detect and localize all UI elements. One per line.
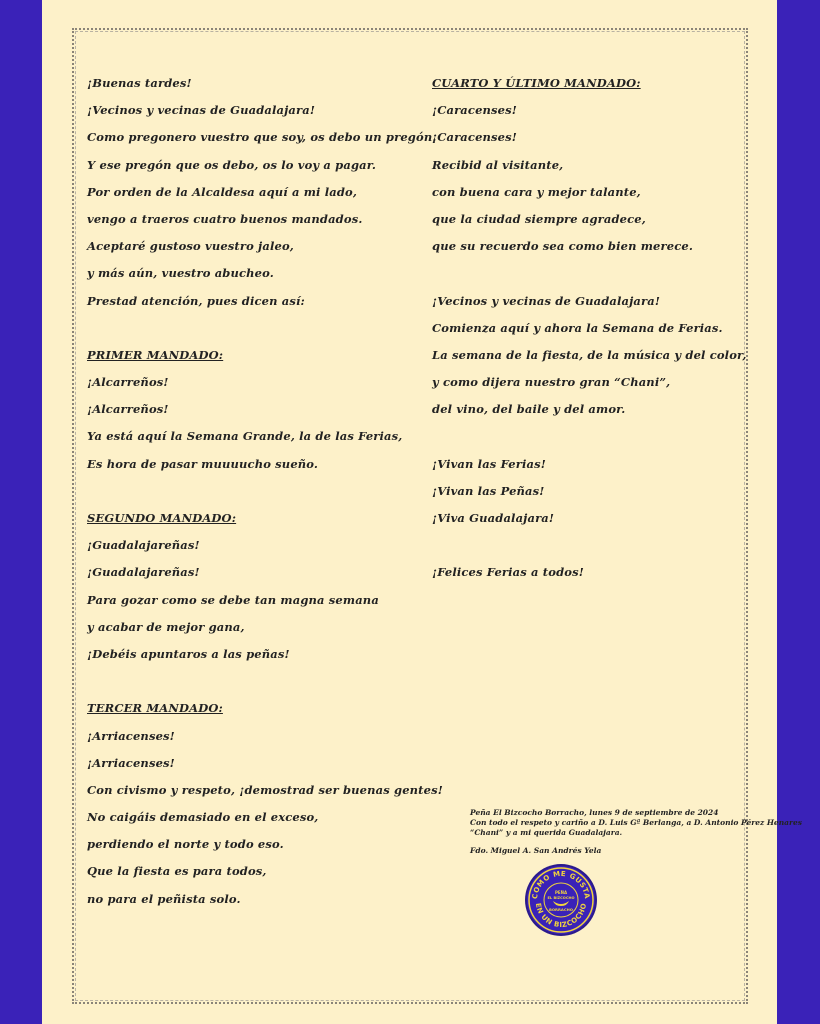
svg-text:COMO ME GUSTA: COMO ME GUSTA	[530, 869, 592, 900]
text-line: ¡Alcarreños!	[87, 402, 169, 417]
text-line: ¡Caracenses!	[432, 130, 517, 145]
left-column	[87, 70, 443, 913]
svg-text:EL BIZCOCHO: EL BIZCOCHO	[547, 896, 575, 900]
section-heading-primer: PRIMER MANDADO:	[87, 347, 224, 362]
text-line: Y ese pregón que os debo, os lo voy a pagar.	[87, 157, 377, 172]
text-line: ¡Guadalajareñas!	[87, 538, 200, 553]
text-line: ¡Caracenses!	[432, 103, 517, 118]
text-line: ¡Vecinos y vecinas de Guadalajara!	[87, 103, 316, 118]
text-line: que su recuerdo sea como bien merece.	[432, 239, 693, 254]
text-line: Ya está aquí la Semana Grande, la de las Ferias,	[87, 429, 403, 444]
text-line: La semana de la fiesta, de la música y del color,	[432, 347, 747, 362]
signature-dedication-line: Con todo el respeto y cariño a D. Luis Gª Berlanga, a D. Antonio Pérez Henares	[470, 818, 802, 827]
text-line: Por orden de la Alcaldesa aquí a mi lado,	[87, 184, 358, 199]
text-line: Comienza aquí y ahora la Semana de Ferias.	[432, 320, 723, 335]
text-line: y acabar de mejor gana,	[87, 619, 245, 634]
text-line: y como dijera nuestro gran “Chani”,	[432, 375, 671, 390]
right-column	[432, 70, 762, 587]
text-line: ¡Vecinos y vecinas de Guadalajara!	[432, 293, 661, 308]
section-heading-tercer: TERCER MANDADO:	[87, 701, 223, 716]
svg-text:PEÑA: PEÑA	[554, 890, 568, 895]
section-heading-segundo: SEGUNDO MANDADO:	[87, 511, 237, 525]
text-line: ¡Guadalajareñas!	[87, 565, 200, 580]
text-line: Es hora de pasar muuuucho sueño.	[87, 456, 319, 471]
signature-block	[470, 808, 810, 856]
pena-seal-logo	[527, 866, 595, 934]
text-line: ¡Alcarreños!	[87, 375, 169, 390]
text-line: no para el peñista solo.	[87, 891, 241, 906]
text-line: Prestad atención, pues dicen así:	[87, 293, 305, 308]
text-line: ¡Viva Guadalajara!	[432, 511, 555, 525]
text-line: Como pregonero vuestro que soy, os debo un pregón.	[87, 130, 437, 145]
text-line: perdiendo el norte y todo eso.	[87, 837, 284, 852]
seal-emblem-icon	[527, 866, 595, 934]
text-line: Que la fiesta es para todos,	[87, 864, 267, 879]
text-line: No caigáis demasiado en el exceso,	[87, 810, 319, 825]
text-line: ¡Buenas tardes!	[87, 76, 192, 90]
text-line: ¡Debéis apuntaros a las peñas!	[87, 646, 290, 661]
text-line: vengo a traeros cuatro buenos mandados.	[87, 211, 363, 226]
signature-dedication-line: Peña El Bizcocho Borracho, lunes 9 de septiembre de 2024	[470, 808, 719, 817]
signature-dedication-line: “Chani” y a mi querida Guadalajara.	[470, 828, 623, 837]
svg-text:EN UN BIZCOCHO: EN UN BIZCOCHO	[533, 902, 589, 930]
text-line: del vino, del baile y del amor.	[432, 402, 626, 417]
text-line: Para gozar como se debe tan magna semana	[87, 592, 379, 607]
text-line: ¡Arriacenses!	[87, 755, 175, 770]
text-line: con buena cara y mejor talante,	[432, 184, 641, 199]
closing-line: ¡Felices Ferias a todos!	[432, 565, 584, 580]
text-line: Con civismo y respeto, ¡demostrad ser buenas gentes!	[87, 782, 443, 797]
text-line: ¡Vivan las Peñas!	[432, 483, 545, 498]
svg-text:BORRACHO: BORRACHO	[548, 907, 574, 912]
signature-name: Fdo. Miguel A. San Andrés Yela	[470, 846, 602, 855]
text-line: ¡Arriacenses!	[87, 728, 175, 743]
section-heading-cuarto: CUARTO Y ÚLTIMO MANDADO:	[432, 76, 641, 90]
text-line: y más aún, vuestro abucheo.	[87, 266, 274, 281]
text-line: Aceptaré gustoso vuestro jaleo,	[87, 239, 294, 254]
text-line: ¡Vivan las Ferias!	[432, 456, 546, 471]
document-paper	[42, 0, 802, 1024]
text-line: Recibid al visitante,	[432, 157, 564, 172]
text-line: que la ciudad siempre agradece,	[432, 211, 646, 226]
